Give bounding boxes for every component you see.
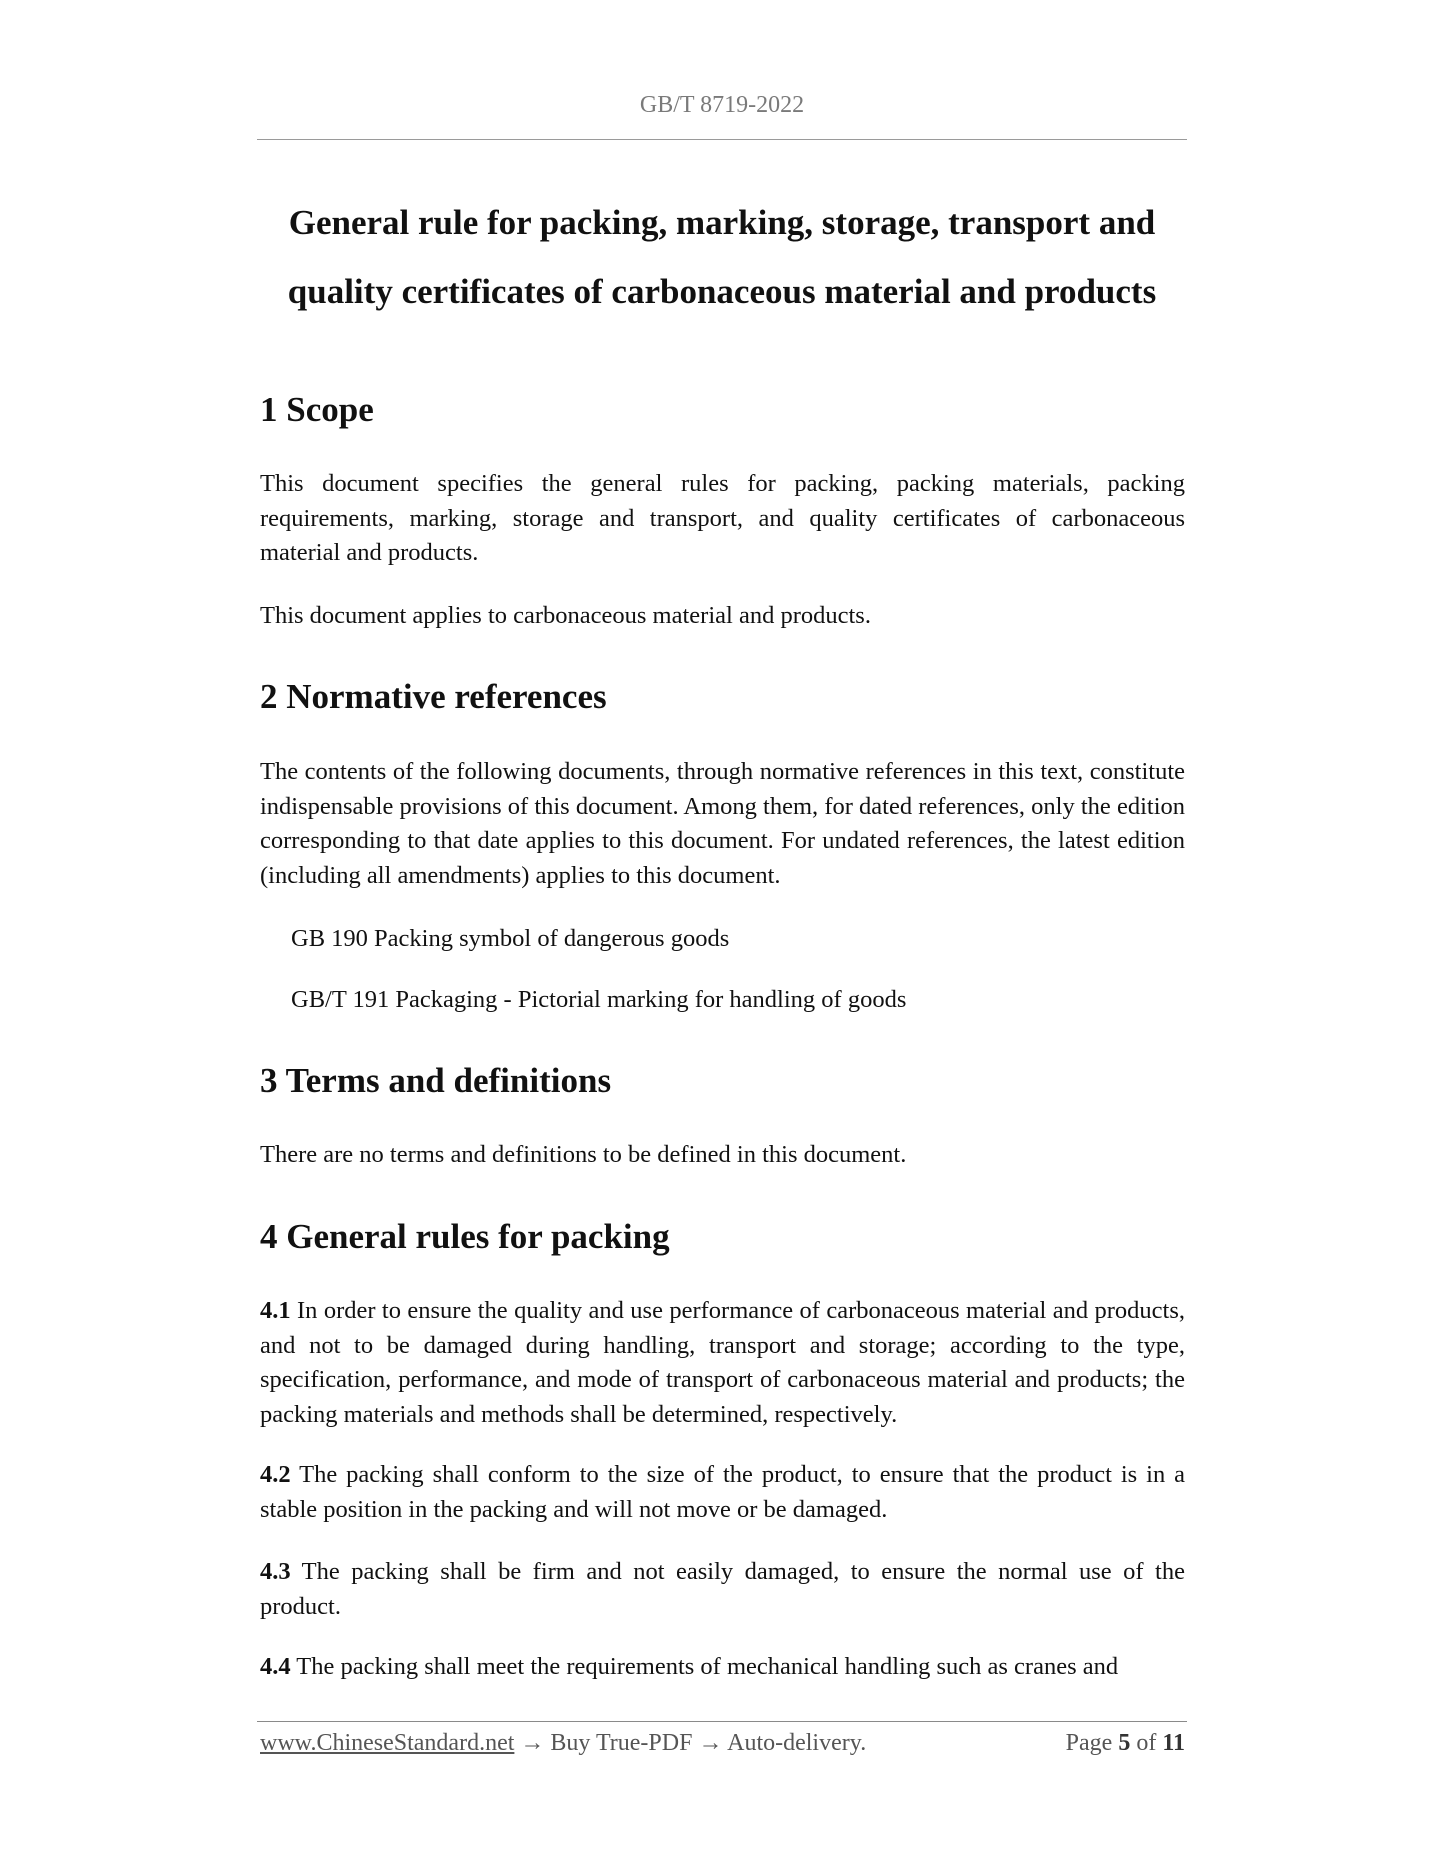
document-title-line-2: quality certificates of carbonaceous material and products (287, 272, 1157, 311)
page-indicator (1066, 1726, 1185, 1760)
section-heading-general-rules-for-packing: 4 General rules for packing (260, 1217, 670, 1256)
document-title-line-1: General rule for packing, marking, storage, transport and (288, 203, 1156, 242)
page-label: Page (1065, 1730, 1113, 1756)
clause-4-3 (260, 1555, 1185, 1624)
footer-promo (260, 1726, 866, 1760)
footer-promo-text: → Buy True-PDF → Auto-delivery. (514, 1730, 867, 1756)
running-header: GB/T 8719-2022 (639, 92, 805, 118)
clause-4-2 (260, 1458, 1185, 1527)
section-heading-normative-references: 2 Normative references (260, 677, 607, 716)
clause-number: 4.1 (260, 1297, 291, 1324)
clause-number: 4.4 (260, 1653, 291, 1680)
scope-paragraph-2: This document applies to carbonaceous material and products. (260, 602, 871, 629)
reference-item-gbt-191: GB/T 191 Packaging - Pictorial marking for handling of goods (291, 986, 907, 1013)
clause-text: The packing shall be firm and not easily damaged, to ensure the normal use of the product. (260, 1558, 1185, 1620)
clause-text: In order to ensure the quality and use performance of carbonaceous material and products, and not to be damaged during handling, transport and storage; according to the type, specification, performance, and mode of transport of carbonaceous material and products; the packing materials and methods shall be determined, respectively. (260, 1297, 1185, 1428)
clause-text: The packing shall meet the requirements of mechanical handling such as cranes and (290, 1653, 1119, 1680)
section-heading-scope: 1 Scope (260, 390, 374, 429)
clause-4-4 (260, 1650, 1185, 1685)
clause-number: 4.2 (260, 1461, 291, 1488)
header-divider (257, 139, 1187, 140)
total-pages-number: 11 (1162, 1730, 1185, 1756)
current-page-number: 5 (1118, 1730, 1131, 1756)
section-heading-terms-and-definitions: 3 Terms and definitions (260, 1061, 612, 1100)
clause-text: The packing shall conform to the size of the product, to ensure that the product is in a stable position in the packing and will not move or be damaged. (260, 1461, 1185, 1523)
terms-paragraph: There are no terms and definitions to be defined in this document. (260, 1141, 907, 1168)
of-label: of (1136, 1730, 1157, 1756)
reference-item-gb-190: GB 190 Packing symbol of dangerous goods (291, 925, 730, 952)
normative-references-paragraph: The contents of the following documents, through normative references in this text, constitute indispensable provisions of this document. Among them, for dated references, only the edition corresponding to that date applies to this document. For undated references, the latest edition (including all amendments) applies to this document. (260, 758, 1185, 889)
clause-4-1 (260, 1294, 1185, 1432)
document-title (257, 188, 1187, 326)
chinese-standard-link[interactable]: www.ChineseStandard.net (260, 1730, 515, 1756)
clause-number: 4.3 (260, 1558, 291, 1585)
scope-paragraph-1: This document specifies the general rules for packing, packing materials, packing requirements, marking, storage and transport, and quality certificates of carbonaceous material and products. (260, 470, 1185, 566)
footer-divider (257, 1721, 1187, 1722)
